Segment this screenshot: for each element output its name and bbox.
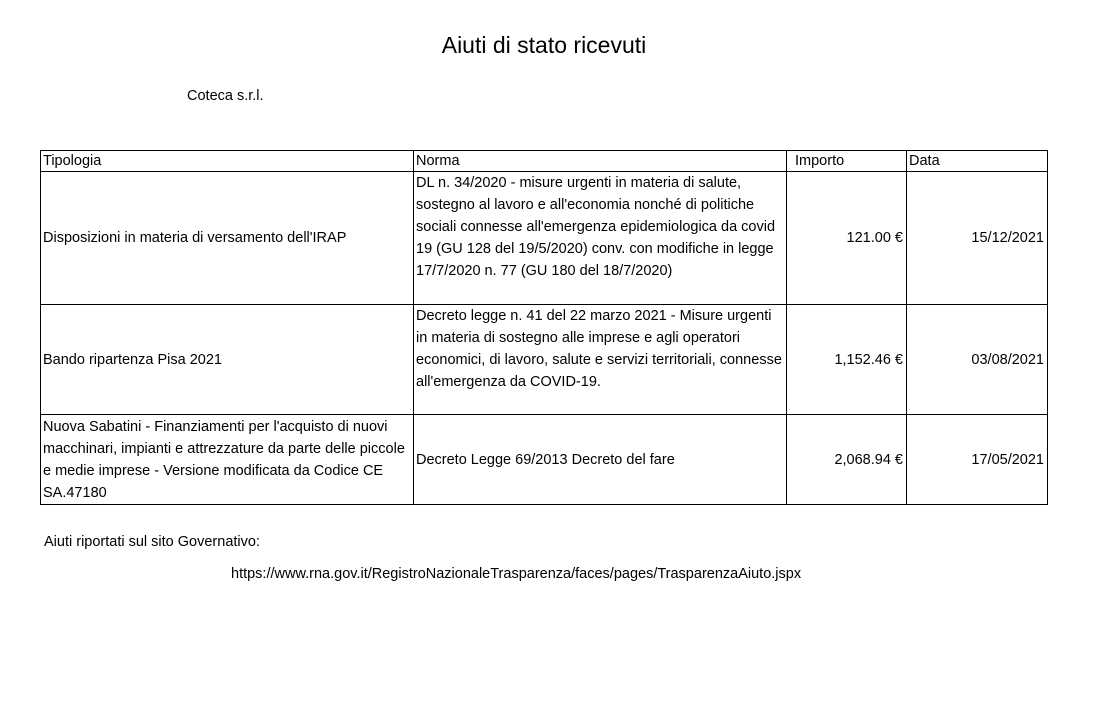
cell-data: 15/12/2021: [907, 172, 1048, 305]
cell-tipologia: Nuova Sabatini - Finanziamenti per l'acquisto di nuovi macchinari, impianti e attrezzature da parte delle piccole e medie imprese - Versione modificata da Codice CE SA.47180: [41, 415, 414, 505]
cell-norma: DL n. 34/2020 - misure urgenti in materia di salute, sostegno al lavoro e all'economia nonché di politiche sociali connesse all'emergenza epidemiologica da covid 19 (GU 128 del 19/5/2020) conv. con modifiche in legge 17/7/2020 n. 77 (GU 180 del 18/7/2020): [414, 172, 787, 305]
cell-norma: Decreto Legge 69/2013 Decreto del fare: [414, 415, 787, 505]
cell-importo: 1,152.46 €: [787, 305, 907, 415]
table-row: [41, 305, 1048, 415]
table-row: [41, 172, 1048, 305]
table-header-row: [41, 151, 1048, 172]
cell-tipologia: Disposizioni in materia di versamento dell'IRAP: [41, 172, 414, 305]
table-row: [41, 415, 1048, 505]
header-norma: Norma: [414, 151, 787, 172]
cell-importo: 2,068.94 €: [787, 415, 907, 505]
cell-norma: Decreto legge n. 41 del 22 marzo 2021 - Misure urgenti in materia di sostegno alle imprese e agli operatori economici, di lavoro, salute e servizi territoriali, connesse all'emergenza da COVID-19.: [414, 305, 787, 415]
footer-label: Aiuti riportati sul sito Governativo:: [44, 534, 260, 550]
cell-data: 03/08/2021: [907, 305, 1048, 415]
page-title: Aiuti di stato ricevuti: [441, 32, 647, 58]
company-name: Coteca s.r.l.: [187, 88, 264, 104]
aid-table: [40, 150, 1048, 505]
cell-importo: 121.00 €: [787, 172, 907, 305]
header-tipologia: Tipologia: [41, 151, 414, 172]
cell-data: 17/05/2021: [907, 415, 1048, 505]
header-data: Data: [907, 151, 1048, 172]
footer-url: https://www.rna.gov.it/RegistroNazionaleTrasparenza/faces/pages/TrasparenzaAiuto.jspx: [231, 566, 802, 582]
cell-tipologia: Bando ripartenza Pisa 2021: [41, 305, 414, 415]
header-importo: Importo: [787, 151, 907, 172]
